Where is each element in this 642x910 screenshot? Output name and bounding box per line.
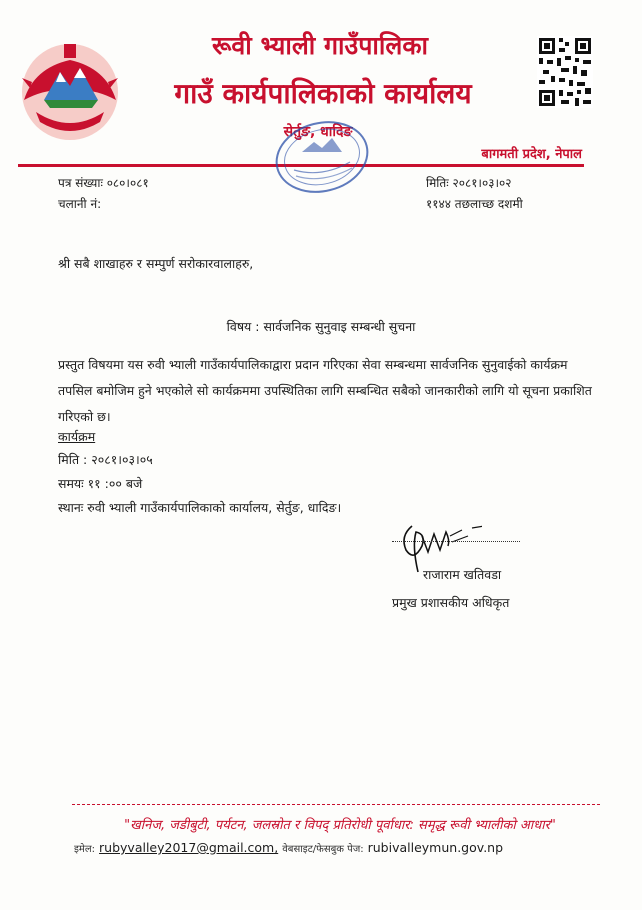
letter-date: मितिः २०८१।०३।०२ — [426, 176, 512, 190]
footer-slogan: "खनिज, जडीबुटी, पर्यटन, जलस्रोत र विपद् प्रतिरोधी पूर्वाधार: समृद्ध रूवी भ्यालीको आधार" — [124, 818, 556, 833]
signatory-name: राजाराम खतिवडा — [423, 567, 502, 582]
recipient-line: श्री सबै शाखाहरु र सम्पुर्ण सरोकारवालाहरु, — [58, 256, 254, 271]
website-link[interactable]: rubivalleymun.gov.np — [367, 840, 504, 855]
schedule-heading: कार्यक्रम — [58, 429, 96, 444]
nepal-emblem-logo — [14, 38, 126, 146]
dispatch-number: चलानी नं: — [58, 197, 102, 211]
lunar-date: ११४४ तछलाच्छ दशमी — [426, 197, 523, 211]
qr-code — [537, 36, 593, 108]
office-location: सेर्तुङ, धादिङ — [283, 124, 353, 140]
footer-divider — [72, 804, 600, 805]
email-link[interactable]: rubyvalley2017@gmail.com, — [99, 840, 279, 855]
subject-line: विषय : सार्वजनिक सुनुवाइ सम्बन्धी सुचना — [226, 319, 416, 334]
signatory-title: प्रमुख प्रशासकीय अधिकृत — [392, 595, 510, 610]
website-label: वेबसाइट/फेसबुक पेज: — [282, 844, 364, 855]
letter-body: प्रस्तुत विषयमा यस रुवी भ्याली गाउँकार्यपालिकाद्वारा प्रदान गरिएका सेवा सम्बन्धमा सार्वजनिक सुनुवाईको कार्यक्रम तपसिल बमोजिम हुने भएकोले सो कार्यक्रममा उपस्थितिका लागि सम्बन्धित सबैको जानकारीको लागि यो सूचना प्रकाशित गरिएको छ। — [58, 357, 592, 424]
schedule-date: मिति : २०८१।०३।०५ — [58, 452, 153, 467]
municipality-name: रूवी भ्याली गाउँपालिका — [211, 31, 429, 60]
office-name: गाउँ कार्यपालिकाको कार्यालय — [174, 77, 472, 110]
province-label: बागमती प्रदेश, नेपाल — [481, 147, 582, 162]
schedule-time: समयः ११ :०० बजे — [58, 476, 143, 491]
footer-contact — [74, 840, 634, 855]
schedule-place: स्थानः रुवी भ्याली गाउँकार्यपालिकाको कार्यालय, सेर्तुङ, धादिङ। — [58, 500, 342, 515]
office-stamp — [272, 118, 372, 196]
signature-line — [392, 541, 520, 542]
email-label: इमेल: — [74, 844, 96, 855]
letter-number: पत्र संख्याः ०८०।०८१ — [58, 176, 149, 190]
